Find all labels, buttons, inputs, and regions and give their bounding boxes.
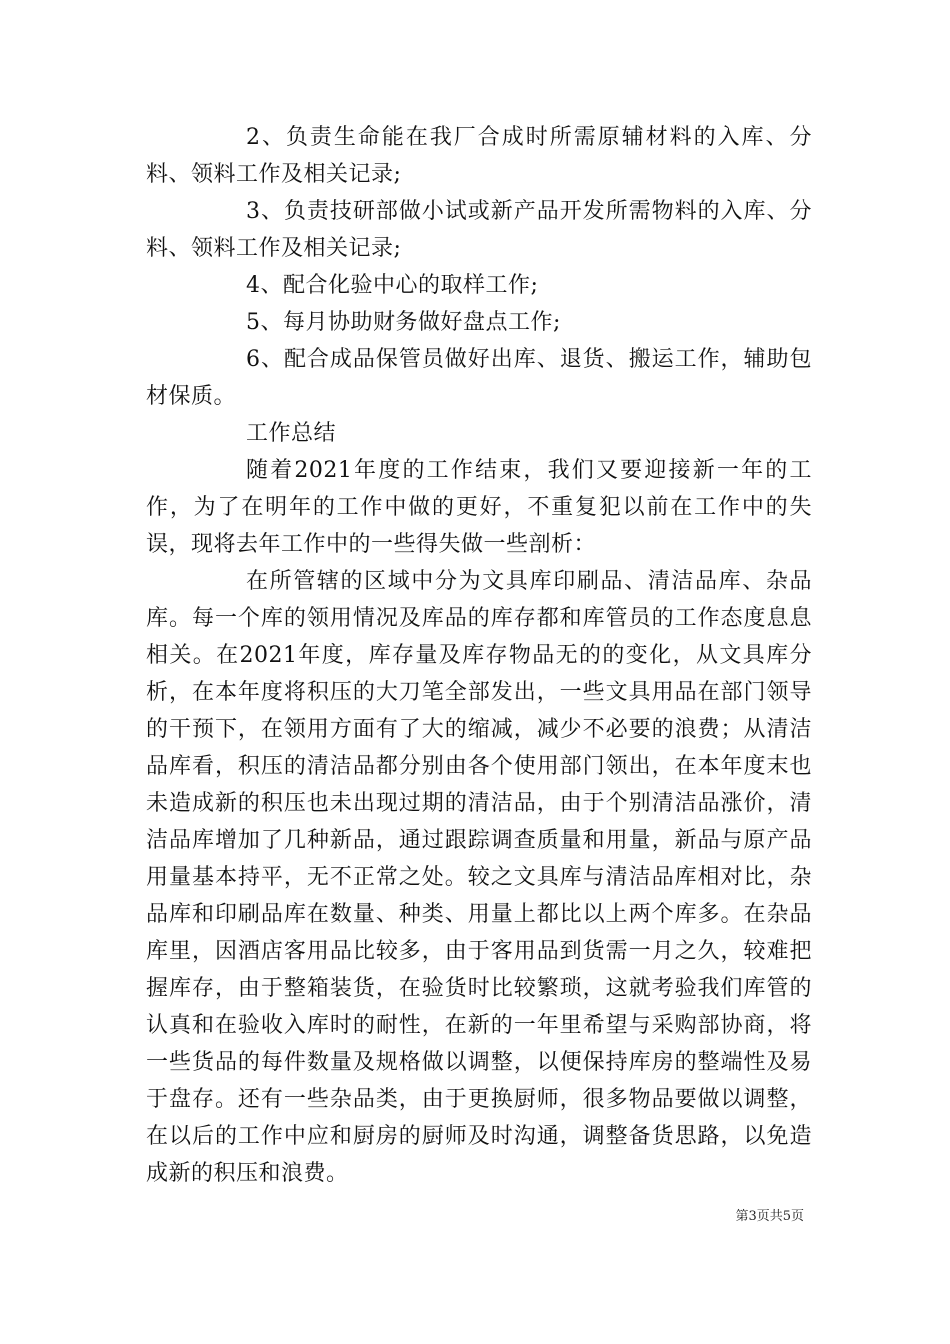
document-body	[146, 119, 812, 1192]
list-item-3: 3、负责技研部做小试或新产品开发所需物料的入库、分料、领料工作及相关记录;	[146, 199, 812, 261]
list-item-2: 2、负责生命能在我厂合成时所需原辅材料的入库、分料、领料工作及相关记录;	[146, 125, 812, 187]
page-number: 第3页共5页	[735, 1209, 804, 1224]
list-item-5: 5、每月协助财务做好盘点工作;	[246, 310, 561, 335]
list-item-4: 4、配合化验中心的取样工作;	[246, 273, 539, 298]
section-title: 工作总结	[246, 421, 337, 446]
intro-paragraph: 随着2021年度的工作结束，我们又要迎接新一年的工作，为了在明年的工作中做的更好，不重复犯以前在工作中的失误，现将去年工作中的一些得失做一些剖析：	[146, 458, 812, 557]
analysis-paragraph: 在所管辖的区域中分为文具库印刷品、清洁品库、杂品库。每一个库的领用情况及库品的库存都和库管员的工作态度息息相关。在2021年度，库存量及库存物品无的的变化，从文具库分析，在本年度将积压的大刀笔全部发出，一些文具用品在部门领导的干预下，在领用方面有了大的缩减，减少不必要的浪费；从清洁品库看，积压的清洁品都分别由各个使用部门领出，在本年度末也未造成新的积压也未出现过期的清洁品，由于个别清洁品涨价，清洁品库增加了几种新品，通过跟踪调查质量和用量，新品与原产品用量基本持平，无不正常之处。较之文具库与清洁品库相对比，杂品库和印刷品库在数量、种类、用量上都比以上两个库多。在杂品库里，因酒店客用品比较多，由于客用品到货需一月之久，较难把握库存，由于整箱装货，在验货时比较繁琐，这就考验我们库管的认真和在验收入库时的耐性，在新的一年里希望与采购部协商，将一些货品的每件数量及规格做以调整，以便保持库房的整端性及易于盘存。还有一些杂品类，由于更换厨师，很多物品要做以调整，在以后的工作中应和厨房的厨师及时沟通，调整备货思路，以免造成新的积压和浪费。	[146, 569, 812, 1186]
list-item-6: 6、配合成品保管员做好出库、退货、搬运工作，辅助包材保质。	[146, 347, 812, 409]
